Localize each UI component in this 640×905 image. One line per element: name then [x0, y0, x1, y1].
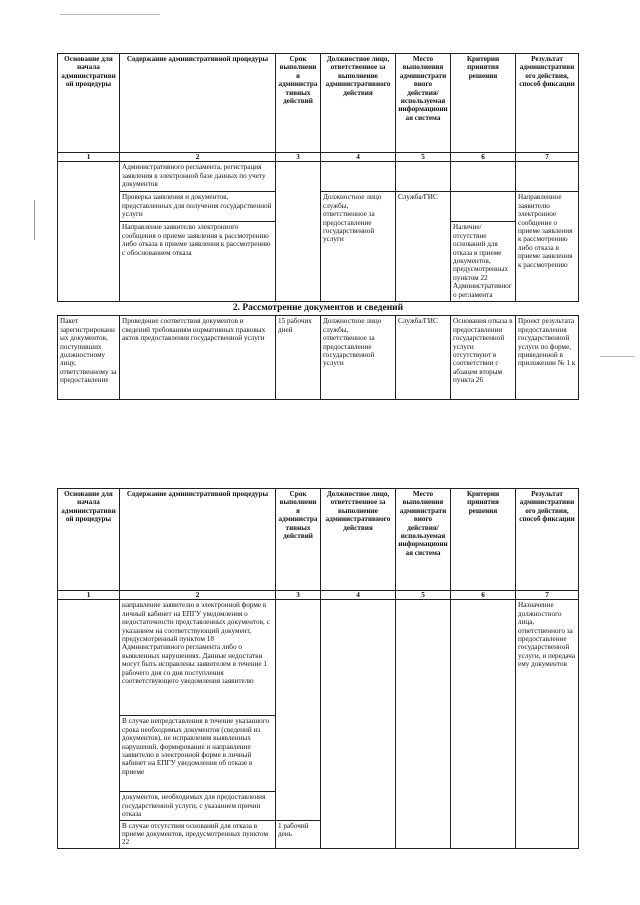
table-cell: 15 рабочих дней	[276, 316, 321, 400]
table-cell: В случае непредставления в течение указанного срока необходимых документов (сведений из документов), не исправления выявленных нарушений, формирование и направление заявителю в электронной форме в личный кабинет на ЕПГУ уведомления об отказе в приеме	[120, 716, 276, 792]
column-number: 6	[451, 591, 516, 600]
table-cell: Проект результата предоставления государственной услуги по форме, приведенной в приложении № 1 к	[516, 316, 579, 400]
header-official: Должностное лицо, ответственное за выполнение административного действия	[321, 54, 396, 153]
procedure-table-bottom	[57, 488, 579, 849]
header-criteria: Критерии принятия решения	[451, 489, 516, 591]
column-number: 1	[58, 591, 120, 600]
table-cell	[516, 162, 579, 192]
table-cell	[58, 162, 120, 302]
header-result: Результат административного действия, способ фиксации	[516, 489, 579, 591]
header-term: Срок выполнения административных действий	[276, 489, 321, 591]
column-number: 5	[396, 591, 451, 600]
header-place: Место выполнения административного действия/ используемая информационная система	[396, 54, 451, 153]
table-cell: Должностное лицо службы, ответственное за предоставление государственной услуги	[321, 316, 396, 400]
header-content: Содержание административной процедуры	[120, 489, 276, 591]
table-cell: Направленное заявителю электронное сообщение о приеме заявления к рассмотрению либо отказа в приеме заявления к рассмотрению	[516, 192, 579, 302]
header-official: Должностное лицо, ответственное за выполнение административного действия	[321, 489, 396, 591]
table-cell	[321, 600, 396, 848]
column-number: 2	[120, 153, 276, 162]
section-row	[58, 302, 579, 316]
column-number-row	[58, 153, 579, 162]
table-row	[58, 600, 579, 716]
table-cell: 1 рабочий день	[276, 820, 321, 848]
table-cell	[276, 162, 321, 302]
table-cell: Служба/ГИС	[396, 192, 451, 302]
table-cell	[58, 600, 120, 848]
table-cell	[451, 600, 516, 848]
column-number: 6	[451, 153, 516, 162]
table-cell: документов, необходимых для предоставления государственной услуги, с указанием причин отказа	[120, 792, 276, 820]
table-cell: направление заявителю в электронной форме в личный кабинет на ЕПГУ уведомления о недостаточности представленных документов, с указанием на соответствующий документ, предусмотренный пунктом 18 Административного регламента либо о выявленных нарушениях. Данные недостатки могут быть исправлены заявителем в течение 1 рабочего дня со дня поступления соответствующего уведомления заявителю	[120, 600, 276, 716]
column-number: 3	[276, 591, 321, 600]
table-row	[58, 162, 579, 192]
column-number: 5	[396, 153, 451, 162]
table-cell: В случае отсутствия оснований для отказа в приеме документов, предусмотренных пунктом 22	[120, 820, 276, 848]
column-number: 1	[58, 153, 120, 162]
scan-artifact-mark	[34, 200, 35, 240]
header-basis: Основание для начала административной процедуры	[58, 54, 120, 153]
table-cell: Проведение соответствия документов и сведений требованиям нормативных правовых актов предоставления государственной услуги	[120, 316, 276, 400]
section-title: 2. Рассмотрение документов и сведений	[58, 302, 579, 316]
header-row	[58, 54, 579, 153]
column-number: 7	[516, 153, 579, 162]
table-cell: Пакет зарегистрированных документов, поступивших должностному лицу, ответственному за предоставление	[58, 316, 120, 400]
column-number: 3	[276, 153, 321, 162]
header-row	[58, 489, 579, 591]
header-term: Срок выполнения административных действий	[276, 54, 321, 153]
table-cell: Наличие/отсутствие оснований для отказа в приеме документов, предусмотренных пунктом 22 Административного регламента	[451, 222, 516, 302]
table-cell: Направление заявителю электронного сообщения о приеме заявления к рассмотрению либо отказа в приеме заявления к рассмотрению с обоснованием отказа	[120, 222, 276, 302]
table-cell: Должностное лицо службы, ответственное за предоставление государственной услуги	[321, 192, 396, 302]
table-cell	[451, 162, 516, 192]
header-basis: Основание для начала административной процедуры	[58, 489, 120, 591]
column-number: 2	[120, 591, 276, 600]
table-cell: Административного регламента, регистрация заявления в электронной базе данных по учету документов	[120, 162, 276, 192]
column-number: 4	[321, 153, 396, 162]
header-place: Место выполнения административного действия/ используемая информационная система	[396, 489, 451, 591]
table-cell: Основания отказа в предоставлении государственной услуги отсутствуют в соответствии с абзацем вторым пункта 26	[451, 316, 516, 400]
table-cell	[396, 162, 451, 192]
header-content: Содержание административной процедуры	[120, 54, 276, 153]
table-cell	[321, 162, 396, 192]
procedure-table-top	[57, 53, 579, 400]
header-result: Результат административного действия, способ фиксации	[516, 54, 579, 153]
column-number: 7	[516, 591, 579, 600]
table-cell	[451, 192, 516, 222]
table-cell	[276, 600, 321, 820]
column-number-row	[58, 591, 579, 600]
table-cell: Служба/ГИС	[396, 316, 451, 400]
header-criteria: Критерии принятия решения	[451, 54, 516, 153]
table-cell: Проверка заявления и документов, представленных для получения государственной услуги	[120, 192, 276, 222]
table-cell: Назначение должностного лица, ответственного за предоставление государственной услуги, и передача ему документов	[516, 600, 579, 848]
scan-artifact-line	[60, 14, 160, 15]
scan-artifact-line	[600, 356, 635, 357]
table-row	[58, 316, 579, 400]
column-number: 4	[321, 591, 396, 600]
table-cell	[396, 600, 451, 848]
